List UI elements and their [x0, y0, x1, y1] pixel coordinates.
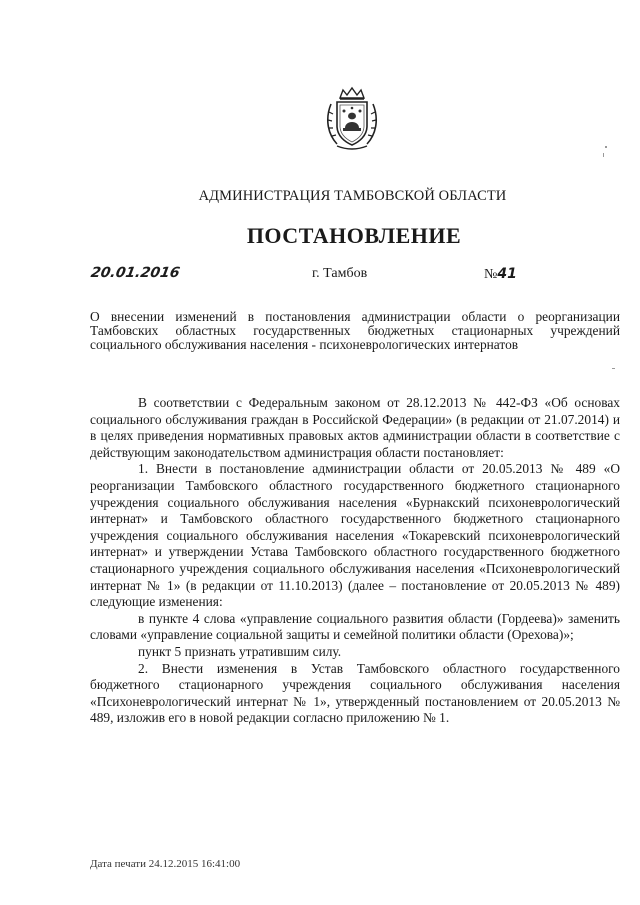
print-date-footer: Дата печати 24.12.2015 16:41:00 [90, 858, 241, 870]
tambov-coat-of-arms-icon [323, 86, 381, 152]
clause-1-item-b: пункт 5 признать утратившим силу. [138, 643, 342, 659]
number-sign: № [484, 267, 498, 282]
document-body [90, 395, 620, 727]
clause-1-item-a: в пункте 4 слова «управление социального развития области (Гордеева)» заменить словами «управление социальной защиты и семейной политики области (Орехова)»; [90, 610, 620, 643]
clause-2-paragraph: 2. Внести изменения в Устав Тамбовского областного государственного бюджетного стационарного учреждения социального обслуживания населения «Психоневрологический интернат № 1», утвержденный постановлением от 20.05.2013 № 489, изложив его в новой редакции согласно приложению № 1. [90, 660, 620, 726]
preamble-paragraph: В соответствии с Федеральным законом от 28.12.2013 № 442-ФЗ «Об основах социального обслуживания граждан в Российской Федерации» (в редакции от 21.07.2014) и в целях приведения нормативных правовых актов администрации области в соответствие с действующим законодательством администрация области постановляет: [90, 395, 620, 460]
document-number [484, 266, 517, 283]
scan-speck [612, 368, 615, 369]
document-type-title: ПОСТАНОВЛЕНИЕ [246, 223, 462, 248]
document-date: 20.01.2016 [89, 265, 181, 281]
scan-speck [603, 153, 604, 157]
document-subject: О внесении изменений в постановления администрации области о реорганизации Тамбовских областных государственных бюджетных стационарных учреждений социального обслуживания населения - психоневрологических интернатов [90, 309, 620, 352]
document-city: г. Тамбов [312, 266, 368, 281]
clause-1-paragraph: 1. Внести в постановление администрации области от 20.05.2013 № 489 «О реорганизации Тамбовского областного государственного бюджетного стационарного учреждения социального обслуживания населения «Бурнакский психоневрологический интернат» и Тамбовского областного государственного бюджетного стационарного учреждения социального обслуживания населения «Токаревский психоневрологический интернат» и утверждении Устава Тамбовского областного государственного бюджетного стационарного учреждения социального обслуживания населения «Психоневрологический интернат № 1» (в редакции от 11.10.2013) (далее – постановление от 20.05.2013 № 489) следующие изменения: [90, 461, 620, 610]
issuing-authority: АДМИНИСТРАЦИЯ ТАМБОВСКОЙ ОБЛАСТИ [198, 188, 507, 204]
number-value: 41 [497, 266, 517, 282]
scan-speck [605, 146, 607, 148]
